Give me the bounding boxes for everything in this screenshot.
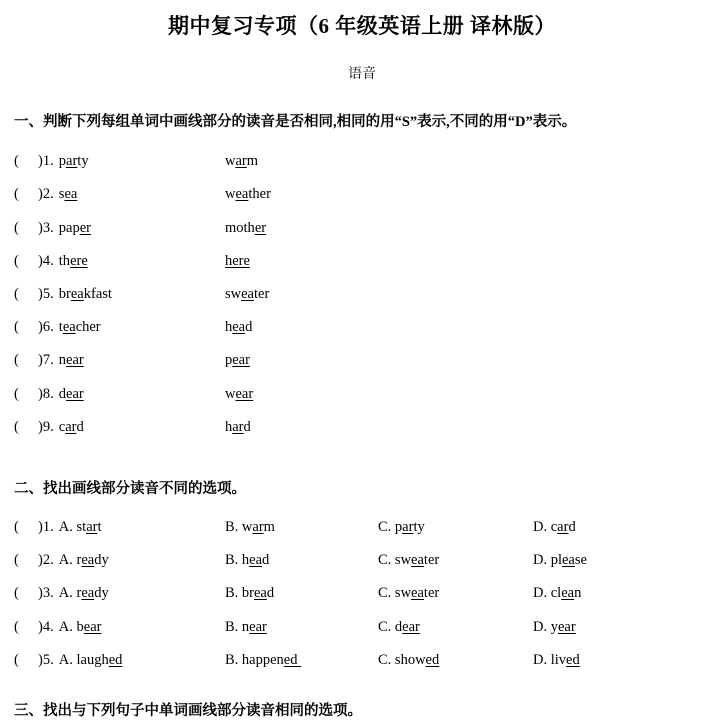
word-right: warm <box>225 153 259 170</box>
item-number: )3. <box>38 585 54 602</box>
item-number: )2. <box>38 186 54 203</box>
answer-paren: ( <box>14 219 19 236</box>
item-number: )2. <box>38 552 54 569</box>
word-right: hard <box>225 418 251 435</box>
word-pair-row <box>14 411 710 444</box>
word-pair-row <box>14 212 710 245</box>
option-a: A. ready <box>58 552 109 569</box>
page-title: 期中复习专项（6 年级英语上册 译林版） <box>168 14 556 38</box>
answer-paren: ( <box>14 518 19 535</box>
answer-paren: ( <box>14 153 19 170</box>
option-c: C. sweater <box>378 585 440 602</box>
item-number: )1. <box>38 153 54 170</box>
item-number: )4. <box>38 252 54 269</box>
option-d: D. lived <box>533 651 580 668</box>
answer-paren: ( <box>14 585 19 602</box>
word-pair-row <box>14 311 710 344</box>
section2-rows <box>14 511 710 677</box>
answer-paren: ( <box>14 618 19 635</box>
option-d: D. card <box>533 518 576 535</box>
option-c: C. sweater <box>378 552 440 569</box>
item-number: )8. <box>38 385 54 402</box>
option-b: B. near <box>225 618 267 635</box>
option-d: D. year <box>533 618 576 635</box>
item-number: )5. <box>38 651 54 668</box>
answer-paren: ( <box>14 286 19 303</box>
item-number: )5. <box>38 286 54 303</box>
word-left: paper <box>58 219 91 236</box>
item-number: )1. <box>38 518 54 535</box>
word-right: pear <box>225 352 250 369</box>
word-left: near <box>58 352 84 369</box>
section1-heading: 一、判断下列每组单词中画线部分的读音是否相同,相同的用“S”表示,不同的用“D”表示。 <box>14 114 577 131</box>
option-a: A. bear <box>58 618 102 635</box>
section-subtitle: 语音 <box>348 67 376 83</box>
word-right: here <box>225 252 250 269</box>
word-left: party <box>58 153 89 170</box>
option-c: C. showed <box>378 651 440 668</box>
answer-paren: ( <box>14 651 19 668</box>
section1-rows <box>14 145 710 444</box>
word-pair-row <box>14 245 710 278</box>
multiple-choice-row <box>14 644 710 677</box>
option-a: A. ready <box>58 585 109 602</box>
item-number: )6. <box>38 319 54 336</box>
answer-paren: ( <box>14 319 19 336</box>
answer-paren: ( <box>14 252 19 269</box>
multiple-choice-row <box>14 611 710 644</box>
option-b: B. warm <box>225 518 275 535</box>
word-pair-row <box>14 178 710 211</box>
word-left: sea <box>58 186 78 203</box>
word-pair-row <box>14 378 710 411</box>
word-left: breakfast <box>58 286 112 303</box>
option-b: B. happened <box>225 651 302 668</box>
word-pair-row <box>14 344 710 377</box>
option-c: C. party <box>378 518 425 535</box>
word-right: head <box>225 319 253 336</box>
word-right: sweater <box>225 286 270 303</box>
option-d: D. please <box>533 552 587 569</box>
item-number: )4. <box>38 618 54 635</box>
item-number: )7. <box>38 352 54 369</box>
item-number: )9. <box>38 418 54 435</box>
option-a: A. laughed <box>58 651 123 668</box>
option-d: D. clean <box>533 585 582 602</box>
option-a: A. start <box>58 518 102 535</box>
section3-heading: 三、找出与下列句子中单词画线部分读音相同的选项。 <box>14 702 362 719</box>
word-left: there <box>58 252 88 269</box>
answer-paren: ( <box>14 552 19 569</box>
section2-heading: 二、找出画线部分读音不同的选项。 <box>14 480 246 497</box>
multiple-choice-row <box>14 577 710 610</box>
option-b: B. bread <box>225 585 275 602</box>
answer-paren: ( <box>14 352 19 369</box>
answer-paren: ( <box>14 186 19 203</box>
answer-paren: ( <box>14 385 19 402</box>
word-left: card <box>58 418 84 435</box>
word-right: mother <box>225 219 267 236</box>
word-right: wear <box>225 385 254 402</box>
multiple-choice-row <box>14 544 710 577</box>
option-c: C. dear <box>378 618 420 635</box>
multiple-choice-row <box>14 511 710 544</box>
word-pair-row <box>14 278 710 311</box>
word-left: dear <box>58 385 84 402</box>
word-pair-row <box>14 145 710 178</box>
word-left: teacher <box>58 319 101 336</box>
option-b: B. head <box>225 552 270 569</box>
word-right: weather <box>225 186 271 203</box>
item-number: )3. <box>38 219 54 236</box>
answer-paren: ( <box>14 418 19 435</box>
